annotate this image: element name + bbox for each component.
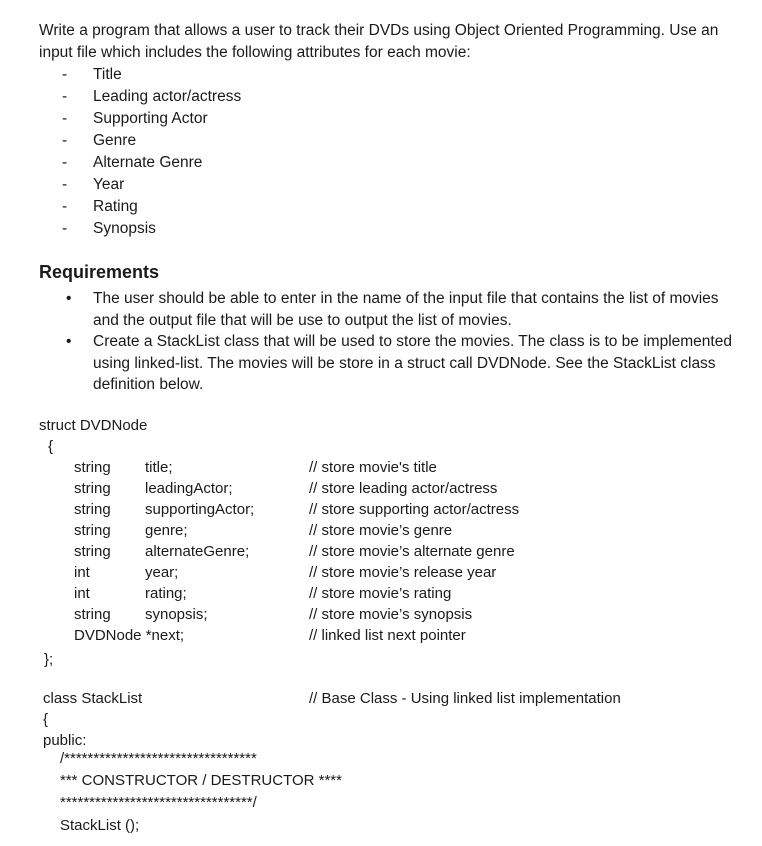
- banner-middle: *** CONSTRUCTOR / DESTRUCTOR ****: [60, 772, 342, 789]
- field-type: string: [74, 522, 111, 539]
- field-name: rating;: [145, 585, 187, 602]
- field-comment: // store movie’s release year: [309, 564, 497, 581]
- list-dash: -: [62, 110, 68, 127]
- struct-open-brace: {: [48, 438, 54, 455]
- attribute-rating: Rating: [93, 198, 138, 215]
- field-name: title;: [145, 459, 173, 476]
- struct-header: struct DVDNode: [39, 417, 148, 434]
- intro-paragraph: Write a program that allows a user to track their DVDs using Object Oriented Programming. Use an input file which includes the following attributes for each movie:: [39, 22, 719, 61]
- list-dash: -: [62, 220, 68, 237]
- field-type: string: [74, 543, 111, 560]
- field-comment: // linked list next pointer: [309, 627, 466, 644]
- field-comment: // store movie's title: [309, 459, 437, 476]
- list-dash: -: [62, 132, 68, 149]
- attribute-year: Year: [93, 176, 125, 193]
- requirement-item: [62, 288, 742, 331]
- field-type: string: [74, 501, 111, 518]
- bullet-icon: •: [66, 290, 72, 307]
- field-comment: // store supporting actor/actress: [309, 501, 520, 518]
- field-name: leadingActor;: [145, 480, 233, 497]
- list-dash: -: [62, 66, 68, 83]
- bullet-icon: •: [66, 333, 72, 350]
- attribute-supporting-actor: Supporting Actor: [93, 110, 208, 127]
- field-comment: // store movie’s alternate genre: [309, 543, 515, 560]
- list-dash: -: [62, 198, 68, 215]
- requirement-item: [62, 331, 742, 396]
- field-type: int: [74, 585, 90, 602]
- field-comment: // store leading actor/actress: [309, 480, 498, 497]
- field-comment: // store movie’s genre: [309, 522, 453, 539]
- attribute-alternate-genre: Alternate Genre: [93, 154, 203, 171]
- requirement-text: Create a StackList class that will be used to store the movies. The class is to be implemented using linked-list. The movies will be store in a struct call DVDNode. See the StackList class definition below.: [93, 333, 732, 393]
- field-name: supportingActor;: [145, 501, 255, 518]
- access-specifier: public:: [43, 732, 87, 749]
- class-header: class StackList: [43, 690, 143, 707]
- field-type: string: [74, 606, 111, 623]
- field-name: year;: [145, 564, 179, 581]
- requirements-list: [62, 288, 742, 396]
- constructor-declaration: StackList ();: [60, 817, 140, 834]
- field-comment: // store movie’s rating: [309, 585, 452, 602]
- banner-top: /*********************************: [60, 750, 257, 767]
- field-type: int: [74, 564, 90, 581]
- class-header-comment: // Base Class - Using linked list implementation: [309, 690, 621, 707]
- field-name: alternateGenre;: [145, 543, 250, 560]
- list-dash: -: [62, 154, 68, 171]
- attribute-title: Title: [93, 66, 122, 83]
- struct-fields: [0, 457, 762, 647]
- class-open-brace: {: [43, 711, 49, 728]
- list-dash: -: [62, 88, 68, 105]
- field-type: DVDNode *next;: [74, 627, 185, 644]
- field-comment: // store movie’s synopsis: [309, 606, 473, 623]
- banner-bottom: *********************************/: [60, 794, 257, 811]
- list-dash: -: [62, 176, 68, 193]
- field-type: string: [74, 459, 111, 476]
- field-type: string: [74, 480, 111, 497]
- attribute-synopsis: Synopsis: [93, 220, 156, 237]
- field-name: synopsis;: [145, 606, 208, 623]
- field-name: genre;: [145, 522, 188, 539]
- requirements-heading: Requirements: [39, 262, 160, 282]
- requirement-text: The user should be able to enter in the name of the input file that contains the list of movies and the output file that will be use to output the list of movies.: [93, 290, 719, 329]
- attribute-leading-actor: Leading actor/actress: [93, 88, 242, 105]
- struct-close-brace: };: [44, 651, 54, 668]
- attribute-genre: Genre: [93, 132, 137, 149]
